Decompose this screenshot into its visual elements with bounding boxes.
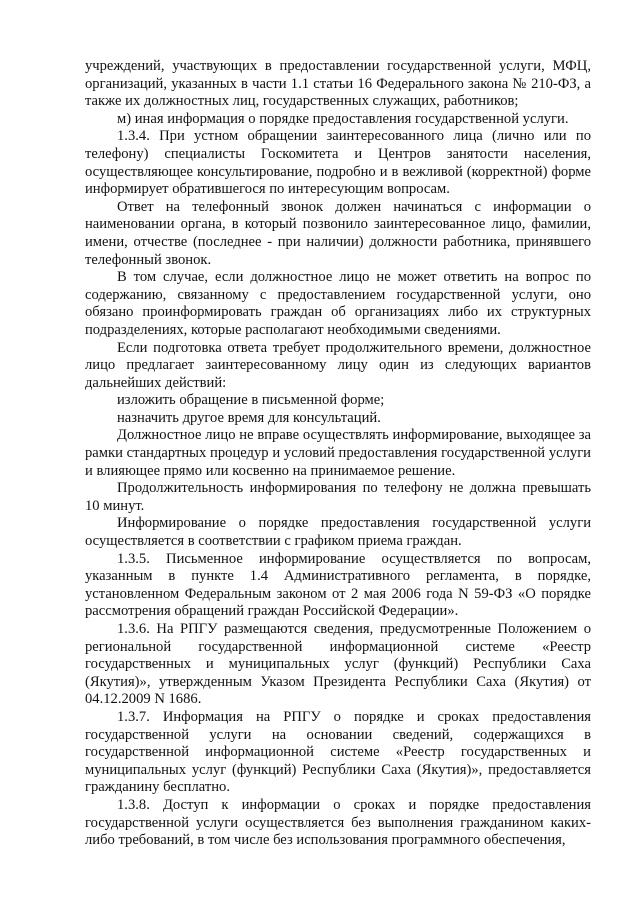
paragraph-1-3-4: 1.3.4. При устном обращении заинтересованного лица (лично или по телефону) специалисты Госкомитета и Центров занятости населения, осуществляющее консультирование, подробно и в вежливой (корректной) форме информирует обратившегося по интересующим вопросам.: [85, 128, 591, 198]
paragraph-1-3-7: 1.3.7. Информация на РПГУ о порядке и сроках предоставления государственной услуги на основании сведений, содержащихся в государственной информационной системе «Реестр государственных и муниципальных услуг (функций) Республики Саха (Якутия)», предоставляется гражданину бесплатно.: [85, 708, 591, 796]
paragraph-option-reschedule: назначить другое время для консультаций.: [117, 409, 381, 426]
paragraph-long-preparation: Если подготовка ответа требует продолжительного времени, должностное лицо предлагает заинтересованному лицу один из следующих вариантов дальнейших действий:: [85, 339, 591, 391]
paragraph-continuation: учреждений, участвующих в предоставлении государственной услуги, МФЦ, организаций, указанных в части 1.1 статьи 16 Федерального закона № 210-ФЗ, а также их должностных лиц, государственных служащих, работников;: [85, 58, 591, 110]
paragraph-schedule: Информирование о порядке предоставления государственной услуги осуществляется в соответствии с графиком приема граждан.: [85, 515, 591, 550]
paragraph-cannot-answer: В том случае, если должностное лицо не может ответить на вопрос по содержанию, связанному с предоставлением государственной услуги, оно обязано проинформировать граждан об организациях либо их структурных подразделениях, которые располагают необходимыми сведениями.: [85, 269, 591, 338]
paragraph-duration: Продолжительность информирования по телефону не должна превышать 10 минут.: [85, 480, 591, 514]
paragraph-list-item-m: м) иная информация о порядке предоставления государственной услуги.: [117, 110, 569, 127]
paragraph-1-3-6: 1.3.6. На РПГУ размещаются сведения, предусмотренные Положением о региональной государственной информационной системе «Реестр государственных и муниципальных услуг (функций) Республики Саха (Якутия)», утвержденным Указом Президента Республики Саха (Якутия) от 04.12.2009 N 1686.: [85, 621, 591, 708]
paragraph-restrictions: Должностное лицо не вправе осуществлять информирование, выходящее за рамки стандартных процедур и условий предоставления государственной услуги и влияющее прямо или косвенно на принимаемое решение.: [85, 427, 591, 479]
paragraph-1-3-8: 1.3.8. Доступ к информации о сроках и порядке предоставления государственной услуги осуществляется без выполнения гражданином каких-либо требований, в том числе без использования программного обеспечения,: [85, 796, 591, 849]
paragraph-phone-answer: Ответ на телефонный звонок должен начинаться с информации о наименовании органа, в который позвонило заинтересованное лицо, фамилии, имени, отчестве (последнее - при наличии) должности работника, принявшего телефонный звонок.: [85, 198, 591, 268]
paragraph-option-written: изложить обращение в письменной форме;: [117, 392, 385, 409]
document-page: [85, 58, 591, 850]
paragraph-1-3-5: 1.3.5. Письменное информирование осуществляется по вопросам, указанным в пункте 1.4 Административного регламента, в порядке, установленном Федеральным законом от 2 мая 2006 года N 59-ФЗ «О порядке рассмотрения обращений граждан Российской Федерации».: [85, 550, 591, 620]
